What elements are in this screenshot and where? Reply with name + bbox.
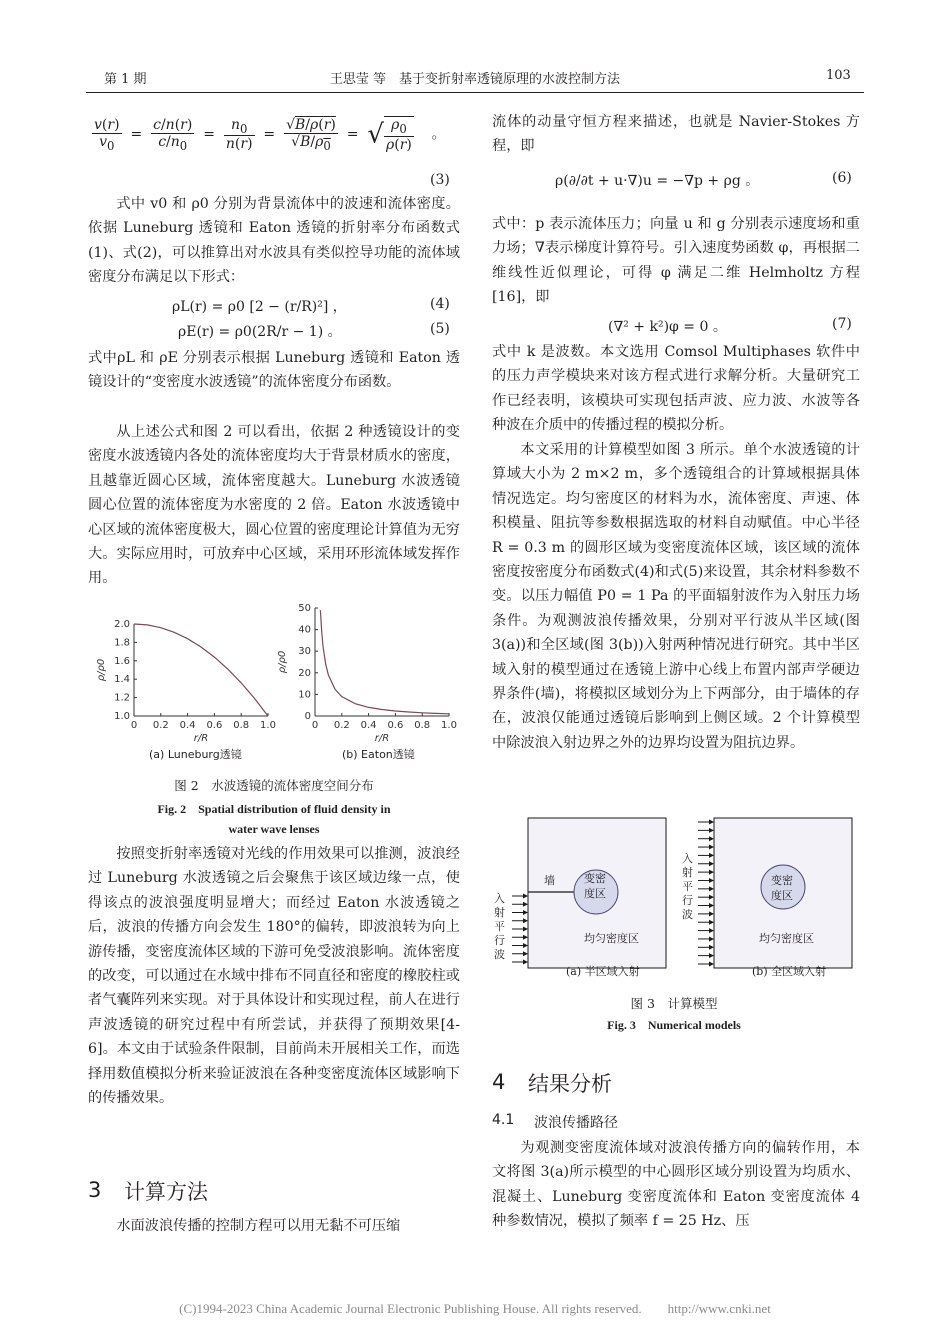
x-tick-label: 0 (311, 720, 319, 731)
y-tick-label: 1.4 (114, 674, 130, 686)
uniform-label-a: 均匀密度区 (584, 932, 639, 945)
y-tick-label: 30 (298, 646, 311, 658)
arrow-head (709, 936, 714, 941)
figure-2a-label: (a) Luneburg透镜 (149, 748, 242, 761)
y-axis-label: ρ/ρ0 (277, 650, 288, 674)
left-paragraph-2: 式中ρL 和 ρE 分别表示根据 Luneburg 透镜和 Eaton 透镜设计的“变密度水波透镜”的流体密度分布函数。 (88, 350, 460, 391)
lens-label-a-2: 度区 (584, 887, 606, 900)
x-tick-label: 0.8 (414, 720, 431, 731)
arrow-head (523, 894, 528, 899)
series-line (320, 610, 449, 714)
y-tick-label: 50 (298, 604, 311, 614)
arrow-head (709, 895, 714, 900)
wall-label: 墙 (544, 874, 555, 887)
y-tick-label: 10 (298, 689, 311, 701)
section-4-1-number: 4.1 (492, 1112, 515, 1128)
equation-5-label: (5) (430, 321, 450, 337)
incident-arrows-a (512, 894, 528, 965)
arrow-head (523, 943, 528, 948)
y-tick-label: 20 (298, 667, 311, 679)
y-tick-label: 40 (298, 624, 311, 636)
y-tick-label: 1.6 (114, 655, 130, 667)
arrow-head (709, 920, 714, 925)
copyright-footer: (C)1994-2023 China Academic Journal Electronic Publishing House. All rights reserved. http://www.cnki.net (179, 1301, 771, 1316)
lens-label-b-2: 度区 (771, 889, 793, 902)
figure-3-caption-en: Fig. 3 Numerical models (607, 1018, 741, 1032)
y-tick-label: 2.0 (114, 619, 130, 630)
equation-7: (∇² + k²)φ = 0 。 (608, 319, 727, 335)
arrow-head (709, 962, 714, 967)
arrow-head (709, 945, 714, 950)
x-tick-label: 0.2 (152, 720, 169, 731)
lens-label-a-1: 变密 (584, 872, 606, 885)
figure-2-caption-cn: 图 2 水波透镜的流体密度空间分布 (174, 778, 374, 793)
arrow-head (709, 861, 714, 866)
x-tick-label: 1.0 (441, 720, 457, 731)
x-tick-label: 0.2 (333, 720, 350, 731)
y-tick-label: 1.0 (114, 711, 130, 722)
arrow-head (709, 886, 714, 891)
arrow-head (709, 911, 714, 916)
x-tick-label: 0.4 (179, 720, 196, 731)
left-paragraph-3: 从上述公式和图 2 可以看出，依据 2 种透镜设计的变密度水波透镜内各处的流体密度均大于背景材质水的密度，且越靠近圆心区域，流体密度越大。Luneburg 水波透镜圆心位置的流体密度为水密度的 2 倍。Eaton 水波透镜中心区域的流体密度极大，圆心位置的密度理论计算值为无穷大。实际应用时，可放弃中心区域，采用环形流体域发挥作用。 (88, 424, 460, 587)
y-tick-label: 1.8 (114, 637, 130, 649)
figure-2-caption-en-1: Fig. 2 Spatial distribution of fluid density in (157, 802, 391, 816)
figure-3-diagram (488, 812, 860, 984)
x-tick-label: 1.0 (260, 720, 276, 731)
y-tick-label: 1.2 (114, 692, 130, 704)
uniform-label-b: 均匀密度区 (759, 932, 814, 945)
x-tick-label: 0 (130, 720, 138, 731)
chart-luneburg (96, 619, 276, 744)
section-4-title: 结果分析 (528, 1072, 612, 1096)
figure-3-caption-cn: 图 3 计算模型 (630, 996, 718, 1011)
arrow-head (523, 910, 528, 915)
arrow-head (709, 845, 714, 850)
header-rule (86, 92, 864, 93)
incident-arrows-b (698, 820, 714, 967)
arrow-head (709, 953, 714, 958)
right-paragraph-5: 为观测变密度流体域对波浪传播方向的偏转作用，本文将图 3(a)所示模型的中心圆形区域分别设置为均质水、混凝土、Luneburg 变密度流体和 Eaton 变密度流体 4 种参数情况，模拟了频率 f = 25 Hz、压 (492, 1140, 860, 1230)
right-paragraph-4: 本文采用的计算模型如图 3 所示。单个水波透镜的计算域大小为 2 m×2 m，多个透镜组合的计算域根据具体情况选定。均匀密度区的材料为水，流体密度、声速、体积模量、阻抗等参数根据选取的材料自动赋值。中心半径 R = 0.3 m 的圆形区域为变密度流体区域，该区域的流体密度按密度分布函数式(4)和式(5)来设置，其余材料参数不变。以压力幅值 P0 = 1 Pa 的平面辐射波作为入射压力场条件。为观测波浪传播效果，分别对平行波从半区域(图 3(a))和全区域(图 3(b))入射两种情况进行研究。其中半区域入射的模型通过在透镜上游中心线上布置内部声学硬边界条件(墙)，将模拟区域划分为上下两部分，由于墙体的存在，波浪仅能通过透镜后影响到上侧区域。2 个计算模型中除波浪入射边界之外的边界均设置为阻抗边界。 (492, 442, 860, 751)
equation-4: ρL(r) = ρ0 [2 − (r/R)²] ， (172, 299, 347, 315)
x-tick-label: 0.6 (387, 720, 404, 731)
arrow-head (709, 836, 714, 841)
arrow-head (523, 918, 528, 923)
arrow-head (709, 820, 714, 825)
chart-eaton (277, 604, 457, 744)
figure-2b-label: (b) Eaton透镜 (342, 748, 415, 761)
running-title: 王思莹 等 基于变折射率透镜原理的水波控制方法 (329, 72, 621, 87)
journal-issue: 第 1 期 (104, 72, 147, 87)
arrow-head (709, 903, 714, 908)
section-4-number: 4 (492, 1070, 506, 1094)
right-paragraph-2: 式中：p 表示流体压力；向量 u 和 g 分别表示速度场和重力场；∇表示梯度计算符号。引入速度势函数 φ，再根据二维线性近似理论，可得 φ 满足二维 Helmholtz 方程[16]，即 (492, 216, 860, 306)
arrow-head (523, 935, 528, 940)
equation-4-label: (4) (430, 296, 450, 312)
equation-7-label: (7) (832, 316, 852, 332)
equation-3-label: (3) (430, 172, 450, 188)
equation-6: ρ(∂/∂t + u·∇)u = −∇p + ρg 。 (555, 173, 760, 189)
figure-2-caption-en-2: water wave lenses (228, 822, 320, 836)
section-3-number: 3 (88, 1178, 102, 1202)
arrow-head (709, 828, 714, 833)
left-paragraph-1: 式中 v0 和 ρ0 分别为背景流体中的波速和流体密度。依据 Luneburg 透镜和 Eaton 透镜的折射率分布函数式(1)、式(2)，可以推算出对水波具有类似控导功能的流体域密度分布满足以下形式： (88, 196, 460, 286)
left-paragraph-4: 按照变折射率透镜对光线的作用效果可以推测，波浪经过 Luneburg 水波透镜之后会聚焦于该区域边缘一点，使得该点的波浪强度明显增大；而经过 Eaton 水波透镜之后，波浪的传播方向会发生 180°的偏转，即波浪转为向上游传播，变密度流体区域的下游可免受波浪影响。流体密度的改变，可以通过在水域中排布不同直径和密度的橡胶柱或者气囊阵列来实现。对于具体设计和实现过程，前人在进行声波透镜的研究过程中有所尝试，并获得了预期效果[4-6]。本文由于试验条件限制，目前尚未开展相关工作，而选择用数值模拟分析来验证波浪在各种变密度流体区域影响下的传播效果。 (88, 846, 460, 1107)
x-axis-label: r/R (374, 733, 390, 744)
y-axis-label: ρ/ρ0 (96, 658, 107, 682)
right-paragraph-1: 流体的动量守恒方程来描述，也就是 Navier-Stokes 方程，即 (492, 114, 860, 155)
incident-label-a: 入射平行波 (494, 892, 505, 961)
page-number: 103 (826, 68, 851, 83)
figure-3a-label: (a) 半区域入射 (566, 965, 640, 978)
lens-label-b-1: 变密 (771, 874, 793, 887)
arrow-head (709, 870, 714, 875)
arrow-head (709, 928, 714, 933)
equation-6-label: (6) (832, 170, 852, 186)
arrow-head (709, 878, 714, 883)
arrow-head (709, 853, 714, 858)
x-tick-label: 0.4 (360, 720, 377, 731)
left-paragraph-5: 水面波浪传播的控制方程可以用无黏不可压缩 (116, 1218, 401, 1234)
arrow-head (523, 960, 528, 965)
x-tick-label: 0.8 (233, 720, 250, 731)
right-paragraph-3: 式中 k 是波数。本文选用 Comsol Multiphases 软件中的压力声学模块来对该方程式进行求解分析。大量研究工作已经表明，该模块可实现包括声波、应力波、水波等各种波在介质中的传播过程的模拟分析。 (492, 344, 860, 434)
section-3-title: 计算方法 (124, 1180, 208, 1204)
equation-3: $\frac{v(r)}{v_0}$ = $\frac{c/n(r)}{c/n_0}$ = $\frac{n_0}{n(r)}$ = $\frac{√B/\rho(r)}{√B/\rho_0}$ = √ $\frac{\rho_0}{\rho(r)}$ 。 (94, 116, 446, 153)
x-tick-label: 0.6 (206, 720, 223, 731)
arrow-head (523, 951, 528, 956)
series-line (134, 624, 268, 716)
arrow-head (523, 902, 528, 907)
figure-3b-label: (b) 全区域入射 (752, 965, 827, 978)
section-4-1-title: 波浪传播路径 (534, 1115, 618, 1131)
arrow-head (523, 927, 528, 932)
equation-5: ρE(r) = ρ0(2R/r − 1) 。 (178, 324, 342, 340)
y-tick-label: 0 (304, 711, 311, 722)
x-axis-label: r/R (193, 733, 209, 744)
incident-label-b: 入射平行波 (682, 852, 693, 921)
